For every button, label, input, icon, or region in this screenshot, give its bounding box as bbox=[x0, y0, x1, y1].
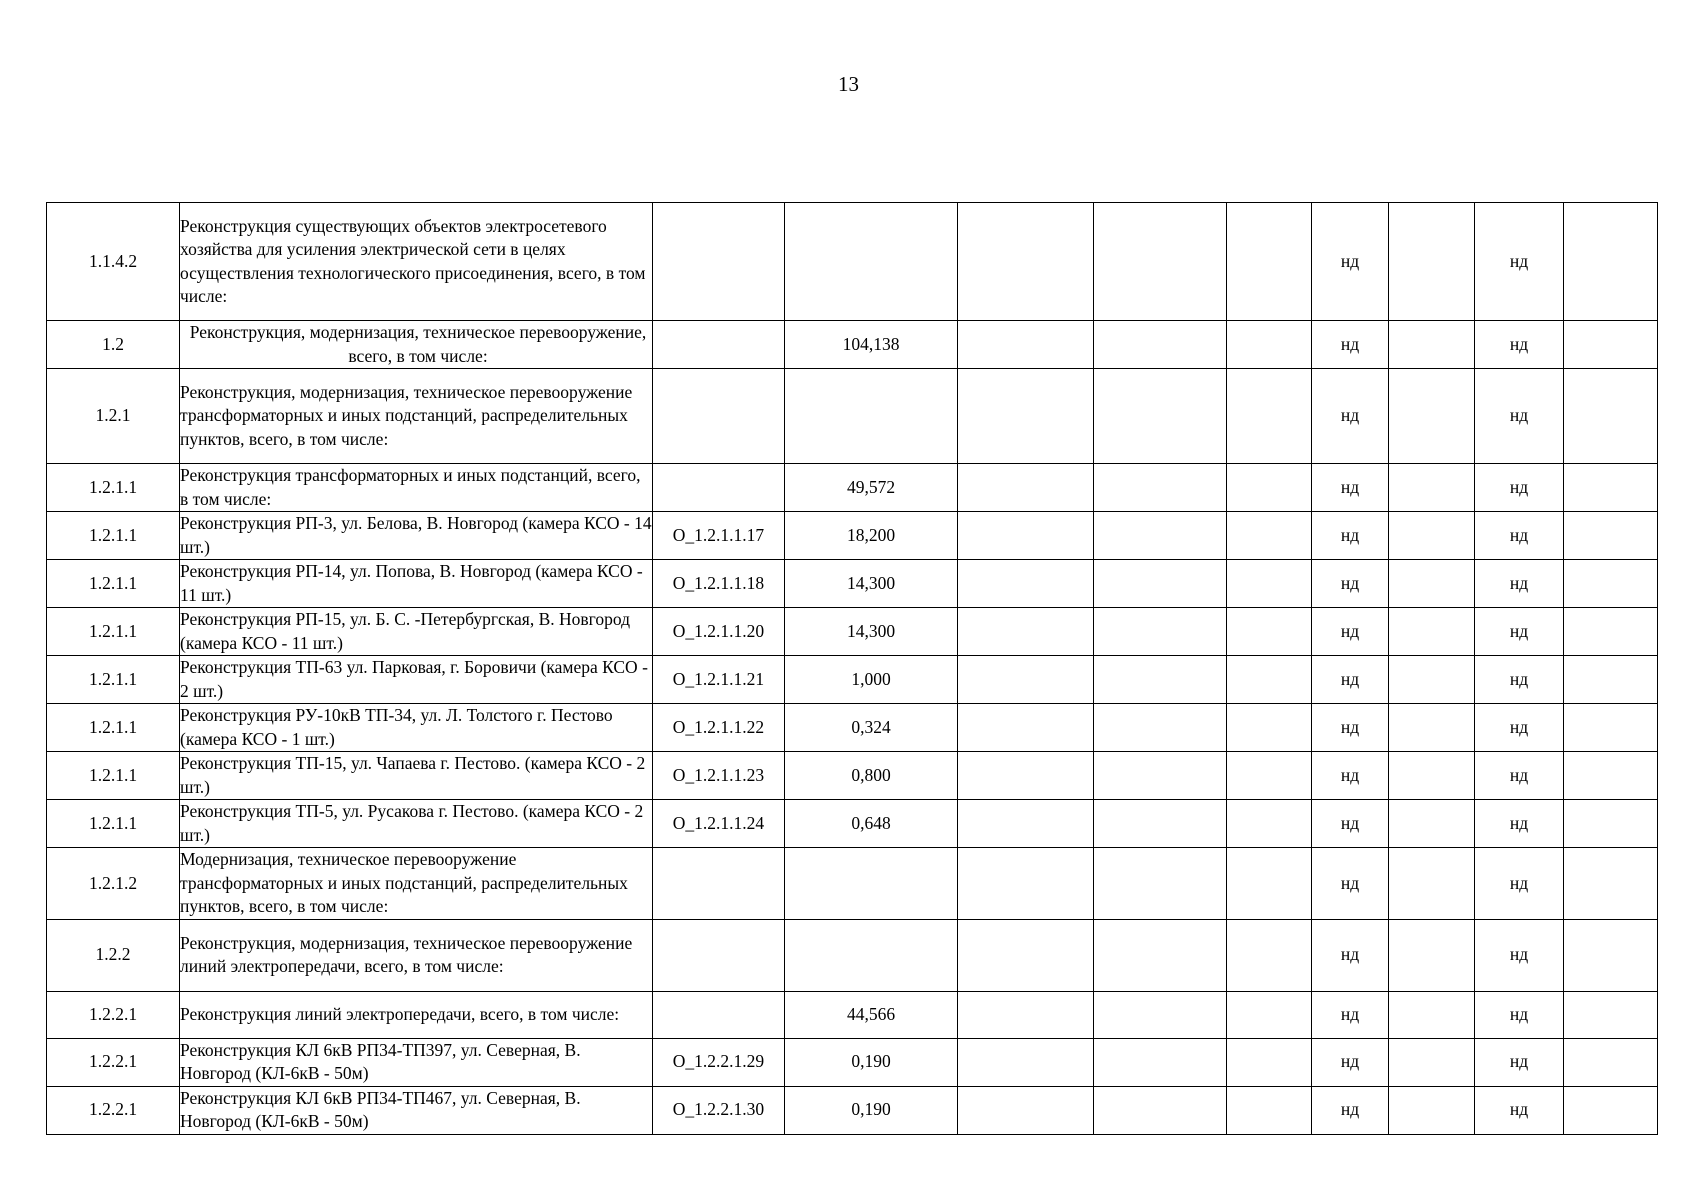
row-name-cell: Реконструкция РП-15, ул. Б. С. -Петербургская, В. Новгород (камера КСО - 11 шт.) bbox=[180, 608, 653, 656]
row-nd-cell: нд bbox=[1312, 1086, 1389, 1134]
empty-cell bbox=[958, 919, 1094, 991]
table-row bbox=[47, 512, 1658, 560]
row-nd-cell: нд bbox=[1475, 752, 1564, 800]
empty-cell bbox=[1227, 369, 1312, 464]
empty-cell bbox=[1564, 464, 1658, 512]
empty-cell bbox=[1564, 919, 1658, 991]
row-code-cell: О_1.2.1.1.22 bbox=[653, 704, 785, 752]
empty-cell bbox=[1227, 919, 1312, 991]
table-row bbox=[47, 1038, 1658, 1086]
row-value-cell bbox=[785, 369, 958, 464]
row-value-cell: 18,200 bbox=[785, 512, 958, 560]
row-number-cell: 1.1.4.2 bbox=[47, 203, 180, 321]
empty-cell bbox=[958, 560, 1094, 608]
empty-cell bbox=[958, 991, 1094, 1038]
empty-cell bbox=[1094, 1038, 1227, 1086]
table-row bbox=[47, 800, 1658, 848]
row-nd-cell: нд bbox=[1475, 321, 1564, 369]
row-value-cell: 14,300 bbox=[785, 560, 958, 608]
row-number-cell: 1.2.1.1 bbox=[47, 800, 180, 848]
empty-cell bbox=[958, 464, 1094, 512]
empty-cell bbox=[1389, 512, 1475, 560]
row-nd-cell: нд bbox=[1475, 203, 1564, 321]
row-code-cell: О_1.2.1.1.17 bbox=[653, 512, 785, 560]
row-value-cell: 1,000 bbox=[785, 656, 958, 704]
row-nd-cell: нд bbox=[1475, 656, 1564, 704]
row-code-cell bbox=[653, 203, 785, 321]
row-name-cell: Реконструкция существующих объектов электросетевого хозяйства для усиления электрической сети в целях осуществления технологического присоединения, всего, в том числе: bbox=[180, 203, 653, 321]
row-code-cell bbox=[653, 848, 785, 920]
row-number-cell: 1.2.1.1 bbox=[47, 704, 180, 752]
row-number-cell: 1.2.2 bbox=[47, 919, 180, 991]
row-number-cell: 1.2.1.2 bbox=[47, 848, 180, 920]
empty-cell bbox=[1094, 752, 1227, 800]
empty-cell bbox=[1564, 321, 1658, 369]
row-value-cell: 0,190 bbox=[785, 1086, 958, 1134]
empty-cell bbox=[1227, 752, 1312, 800]
table-row bbox=[47, 919, 1658, 991]
investment-table bbox=[46, 202, 1658, 1135]
empty-cell bbox=[1564, 560, 1658, 608]
row-code-cell: О_1.2.1.1.23 bbox=[653, 752, 785, 800]
row-nd-cell: нд bbox=[1475, 991, 1564, 1038]
empty-cell bbox=[1094, 848, 1227, 920]
row-value-cell: 49,572 bbox=[785, 464, 958, 512]
row-nd-cell: нд bbox=[1475, 608, 1564, 656]
empty-cell bbox=[1389, 321, 1475, 369]
empty-cell bbox=[1094, 464, 1227, 512]
empty-cell bbox=[1389, 1086, 1475, 1134]
table-row bbox=[47, 704, 1658, 752]
row-nd-cell: нд bbox=[1312, 560, 1389, 608]
row-code-cell bbox=[653, 464, 785, 512]
empty-cell bbox=[1227, 800, 1312, 848]
empty-cell bbox=[1564, 704, 1658, 752]
empty-cell bbox=[1227, 512, 1312, 560]
row-number-cell: 1.2.1.1 bbox=[47, 752, 180, 800]
empty-cell bbox=[1227, 203, 1312, 321]
empty-cell bbox=[958, 608, 1094, 656]
empty-cell bbox=[1227, 321, 1312, 369]
empty-cell bbox=[1389, 1038, 1475, 1086]
row-name-cell: Реконструкция, модернизация, техническое перевооружение линий электропередачи, всего, в том числе: bbox=[180, 919, 653, 991]
empty-cell bbox=[1564, 203, 1658, 321]
row-value-cell: 0,324 bbox=[785, 704, 958, 752]
empty-cell bbox=[1389, 560, 1475, 608]
page-number: 13 bbox=[838, 72, 859, 96]
empty-cell bbox=[1389, 203, 1475, 321]
empty-cell bbox=[1227, 704, 1312, 752]
table-row bbox=[47, 656, 1658, 704]
table-row bbox=[47, 203, 1658, 321]
row-code-cell: О_1.2.2.1.30 bbox=[653, 1086, 785, 1134]
table-row bbox=[47, 608, 1658, 656]
row-nd-cell: нд bbox=[1475, 1038, 1564, 1086]
empty-cell bbox=[1389, 848, 1475, 920]
row-nd-cell: нд bbox=[1312, 1038, 1389, 1086]
row-nd-cell: нд bbox=[1475, 464, 1564, 512]
row-number-cell: 1.2.1.1 bbox=[47, 608, 180, 656]
empty-cell bbox=[1564, 608, 1658, 656]
row-nd-cell: нд bbox=[1312, 919, 1389, 991]
row-name-cell: Реконструкция РП-3, ул. Белова, В. Новгород (камера КСО - 14 шт.) bbox=[180, 512, 653, 560]
row-value-cell: 0,190 bbox=[785, 1038, 958, 1086]
empty-cell bbox=[1389, 464, 1475, 512]
empty-cell bbox=[1227, 608, 1312, 656]
empty-cell bbox=[1389, 800, 1475, 848]
row-nd-cell: нд bbox=[1312, 464, 1389, 512]
row-nd-cell: нд bbox=[1312, 203, 1389, 321]
row-value-cell bbox=[785, 919, 958, 991]
empty-cell bbox=[958, 656, 1094, 704]
row-number-cell: 1.2.2.1 bbox=[47, 1086, 180, 1134]
row-number-cell: 1.2.1.1 bbox=[47, 464, 180, 512]
row-value-cell bbox=[785, 848, 958, 920]
empty-cell bbox=[1094, 800, 1227, 848]
empty-cell bbox=[1227, 1038, 1312, 1086]
row-number-cell: 1.2.1.1 bbox=[47, 560, 180, 608]
row-name-cell: Реконструкция трансформаторных и иных подстанций, всего, в том числе: bbox=[180, 464, 653, 512]
empty-cell bbox=[958, 203, 1094, 321]
table-row bbox=[47, 321, 1658, 369]
row-name-cell: Реконструкция ТП-5, ул. Русакова г. Пестово. (камера КСО - 2 шт.) bbox=[180, 800, 653, 848]
empty-cell bbox=[1094, 512, 1227, 560]
empty-cell bbox=[1564, 656, 1658, 704]
row-nd-cell: нд bbox=[1312, 704, 1389, 752]
empty-cell bbox=[958, 1086, 1094, 1134]
row-name-cell: Реконструкция линий электропередачи, всего, в том числе: bbox=[180, 991, 653, 1038]
row-name-cell: Реконструкция ТП-63 ул. Парковая, г. Боровичи (камера КСО - 2 шт.) bbox=[180, 656, 653, 704]
empty-cell bbox=[1564, 752, 1658, 800]
row-value-cell bbox=[785, 203, 958, 321]
empty-cell bbox=[1094, 991, 1227, 1038]
table-row bbox=[47, 369, 1658, 464]
empty-cell bbox=[958, 752, 1094, 800]
row-nd-cell: нд bbox=[1475, 848, 1564, 920]
row-nd-cell: нд bbox=[1312, 800, 1389, 848]
row-nd-cell: нд bbox=[1475, 800, 1564, 848]
row-nd-cell: нд bbox=[1475, 369, 1564, 464]
empty-cell bbox=[1094, 919, 1227, 991]
row-number-cell: 1.2 bbox=[47, 321, 180, 369]
empty-cell bbox=[1094, 369, 1227, 464]
row-nd-cell: нд bbox=[1475, 560, 1564, 608]
row-nd-cell: нд bbox=[1312, 656, 1389, 704]
empty-cell bbox=[1564, 848, 1658, 920]
row-nd-cell: нд bbox=[1475, 704, 1564, 752]
row-name-cell: Реконструкция, модернизация, техническое перевооружение, всего, в том числе: bbox=[180, 321, 653, 369]
row-nd-cell: нд bbox=[1312, 512, 1389, 560]
empty-cell bbox=[958, 1038, 1094, 1086]
empty-cell bbox=[1564, 369, 1658, 464]
row-value-cell: 0,800 bbox=[785, 752, 958, 800]
empty-cell bbox=[1389, 919, 1475, 991]
row-code-cell bbox=[653, 369, 785, 464]
row-nd-cell: нд bbox=[1312, 321, 1389, 369]
empty-cell bbox=[1227, 464, 1312, 512]
empty-cell bbox=[1564, 1038, 1658, 1086]
row-nd-cell: нд bbox=[1312, 608, 1389, 656]
empty-cell bbox=[1389, 608, 1475, 656]
row-code-cell bbox=[653, 919, 785, 991]
table-row bbox=[47, 991, 1658, 1038]
table-row bbox=[47, 560, 1658, 608]
row-code-cell: О_1.2.1.1.24 bbox=[653, 800, 785, 848]
empty-cell bbox=[1094, 203, 1227, 321]
empty-cell bbox=[1227, 1086, 1312, 1134]
row-code-cell bbox=[653, 321, 785, 369]
row-name-cell: Реконструкция, модернизация, техническое перевооружение трансформаторных и иных подстанций, распределительных пунктов, всего, в том числе: bbox=[180, 369, 653, 464]
empty-cell bbox=[1094, 1086, 1227, 1134]
row-nd-cell: нд bbox=[1475, 919, 1564, 991]
table-row bbox=[47, 752, 1658, 800]
row-number-cell: 1.2.1.1 bbox=[47, 656, 180, 704]
empty-cell bbox=[1094, 608, 1227, 656]
empty-cell bbox=[1227, 991, 1312, 1038]
empty-cell bbox=[1094, 321, 1227, 369]
row-name-cell: Реконструкция КЛ 6кВ РП34-ТП397, ул. Северная, В. Новгород (КЛ-6кВ - 50м) bbox=[180, 1038, 653, 1086]
row-nd-cell: нд bbox=[1475, 512, 1564, 560]
row-number-cell: 1.2.2.1 bbox=[47, 991, 180, 1038]
row-number-cell: 1.2.2.1 bbox=[47, 1038, 180, 1086]
empty-cell bbox=[958, 704, 1094, 752]
empty-cell bbox=[1227, 560, 1312, 608]
empty-cell bbox=[1389, 369, 1475, 464]
empty-cell bbox=[1389, 752, 1475, 800]
empty-cell bbox=[1094, 704, 1227, 752]
row-nd-cell: нд bbox=[1312, 752, 1389, 800]
row-code-cell: О_1.2.1.1.18 bbox=[653, 560, 785, 608]
row-value-cell: 104,138 bbox=[785, 321, 958, 369]
empty-cell bbox=[1389, 656, 1475, 704]
row-code-cell: О_1.2.1.1.20 bbox=[653, 608, 785, 656]
table-body bbox=[47, 203, 1658, 1135]
empty-cell bbox=[1564, 991, 1658, 1038]
row-code-cell: О_1.2.1.1.21 bbox=[653, 656, 785, 704]
empty-cell bbox=[1227, 848, 1312, 920]
row-nd-cell: нд bbox=[1312, 369, 1389, 464]
row-name-cell: Реконструкция ТП-15, ул. Чапаева г. Пестово. (камера КСО - 2 шт.) bbox=[180, 752, 653, 800]
table-row bbox=[47, 1086, 1658, 1134]
empty-cell bbox=[1564, 512, 1658, 560]
row-name-cell: Модернизация, техническое перевооружение трансформаторных и иных подстанций, распределительных пунктов, всего, в том числе: bbox=[180, 848, 653, 920]
row-code-cell: О_1.2.2.1.29 bbox=[653, 1038, 785, 1086]
row-name-cell: Реконструкция КЛ 6кВ РП34-ТП467, ул. Северная, В. Новгород (КЛ-6кВ - 50м) bbox=[180, 1086, 653, 1134]
row-nd-cell: нд bbox=[1312, 848, 1389, 920]
empty-cell bbox=[1564, 1086, 1658, 1134]
table-row bbox=[47, 464, 1658, 512]
empty-cell bbox=[958, 512, 1094, 560]
row-code-cell bbox=[653, 991, 785, 1038]
row-nd-cell: нд bbox=[1312, 991, 1389, 1038]
empty-cell bbox=[1094, 656, 1227, 704]
empty-cell bbox=[1389, 991, 1475, 1038]
row-name-cell: Реконструкция РП-14, ул. Попова, В. Новгород (камера КСО - 11 шт.) bbox=[180, 560, 653, 608]
row-value-cell: 0,648 bbox=[785, 800, 958, 848]
row-name-cell: Реконструкция РУ-10кВ ТП-34, ул. Л. Толстого г. Пестово (камера КСО - 1 шт.) bbox=[180, 704, 653, 752]
empty-cell bbox=[1389, 704, 1475, 752]
empty-cell bbox=[1094, 560, 1227, 608]
empty-cell bbox=[958, 321, 1094, 369]
empty-cell bbox=[958, 369, 1094, 464]
row-nd-cell: нд bbox=[1475, 1086, 1564, 1134]
empty-cell bbox=[958, 800, 1094, 848]
empty-cell bbox=[1227, 656, 1312, 704]
row-value-cell: 14,300 bbox=[785, 608, 958, 656]
table-row bbox=[47, 848, 1658, 920]
empty-cell bbox=[958, 848, 1094, 920]
row-number-cell: 1.2.1.1 bbox=[47, 512, 180, 560]
empty-cell bbox=[1564, 800, 1658, 848]
row-value-cell: 44,566 bbox=[785, 991, 958, 1038]
row-number-cell: 1.2.1 bbox=[47, 369, 180, 464]
